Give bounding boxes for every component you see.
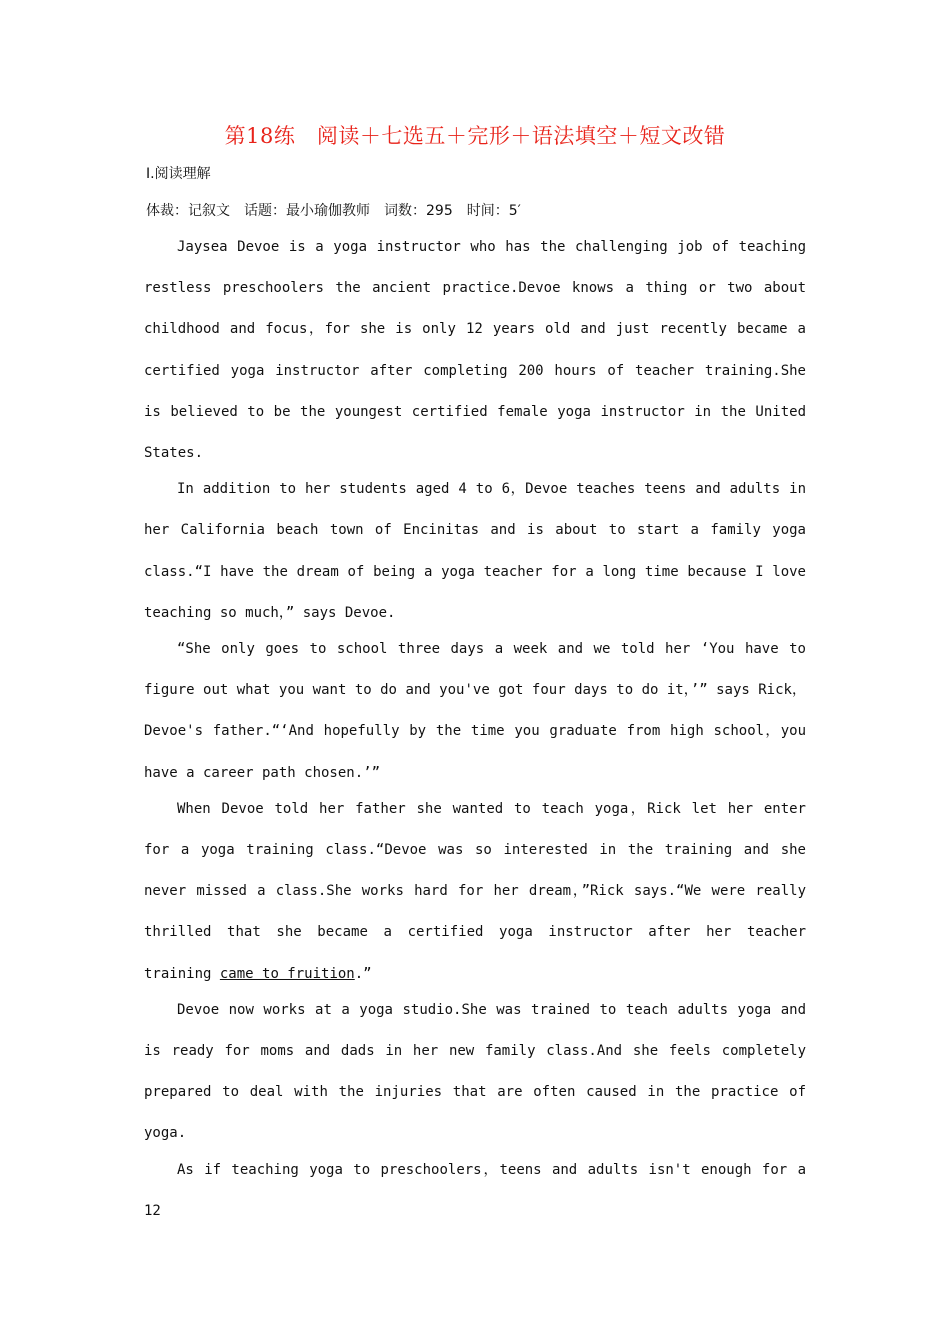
passage-body [144,227,806,1232]
paragraph-1: Jaysea Devoe is a yoga instructor who has the challenging job of teaching restless preschoolers the ancient practice.Devoe knows a thing or two about childhood and focus，for she is only 12 years old and just recently became a certified yoga instructor after completing 200 hours of teacher training.She is believed to be the youngest certified female yoga instructor in the United States. [144,239,806,462]
paragraph-2: In addition to her students aged 4 to 6，Devoe teaches teens and adults in her California beach town of Encinitas and is about to start a family yoga class.“I have the dream of being a yoga teacher for a long time because I love teaching so much，” says Devoe. [144,481,806,621]
section-heading: Ⅰ.阅读理解 [146,166,211,182]
paragraph-4-text: When Devoe told her father she wanted to teach yoga，Rick let her enter for a yoga training class.“Devoe was so interested in the training and she never missed a class.She works hard for her dream，”Rick says.“We were really thrilled that she became a certified yoga instructor after her teacher training [144,800,806,982]
passage-meta: 体裁：记叙文 话题：最小瑜伽教师 词数：295 时间：5′ [146,203,521,219]
paragraph-6: As if teaching yoga to preschoolers，teens and adults isn't enough for a 12 [144,1161,806,1219]
page-title: 第18练 阅读＋七选五＋完形＋语法填空＋短文改错 [224,124,726,148]
underlined-phrase: came to fruition [219,965,355,982]
paragraph-4 [144,789,806,995]
paragraph-3: “She only goes to school three days a week and we told her ‘You have to figure out what you want to do and you've got four days to do it，’” says Rick，Devoe's father.“‘And hopefully by the time you graduate from high school，you have a career path chosen.’” [144,641,806,781]
paragraph-5: Devoe now works at a yoga studio.She was trained to teach adults yoga and is ready for moms and dads in her new family class.And she feels completely prepared to deal with the injuries that are often caused in the practice of yoga. [144,1001,806,1142]
paragraph-4-tail: .” [354,965,372,982]
